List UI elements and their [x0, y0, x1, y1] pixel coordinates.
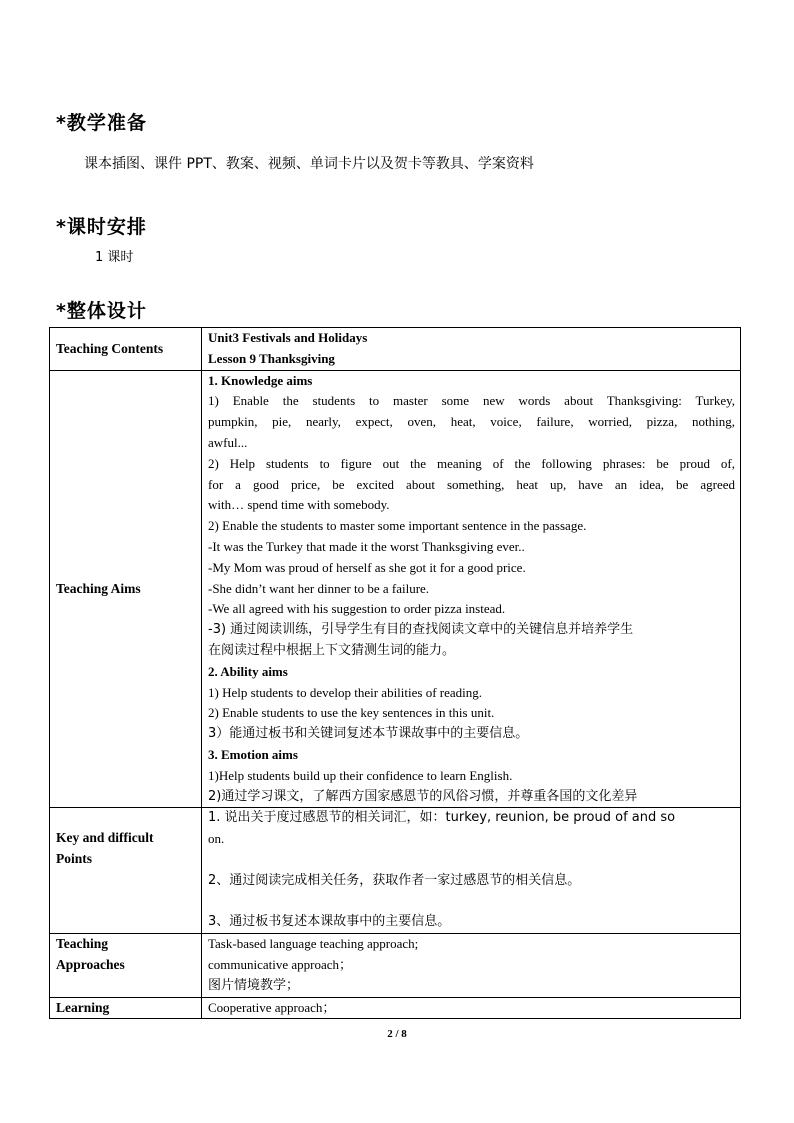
table-row-key-points — [50, 808, 741, 934]
aims-line: with… spend time with somebody. — [208, 497, 390, 513]
aims-line: -We all agreed with his suggestion to order pizza instead. — [208, 601, 506, 617]
aims-line: 在阅读过程中根据上下文猜测生词的能力。 — [208, 642, 456, 658]
key-point-line: 2、通过阅读完成相关任务，获取作者一家过感恩节的相关信息。 — [208, 872, 581, 888]
cell-teaching-contents — [202, 328, 741, 371]
aims-line: 2) Enable the students to master some important sentence in the passage. — [208, 518, 587, 534]
key-point-line: on. — [208, 831, 225, 847]
aims-line: awful... — [208, 434, 248, 450]
aims-line: 1) Help students to develop their abilities of reading. — [208, 684, 483, 700]
aims-line: pumpkin, pie, nearly, expect, oven, heat, voice, failure, worried, pizza, nothing, — [208, 414, 735, 430]
label-key-line: Points — [56, 851, 93, 867]
aims-line: 3）能通过板书和关键词复述本节课故事中的主要信息。 — [208, 726, 529, 742]
aims-line: -My Mom was proud of herself as she got it for a good price. — [208, 559, 526, 575]
heading-overall-design: *整体设计 — [56, 300, 147, 322]
aims-line: -3) 通过阅读训练，引导学生有目的查找阅读文章中的关键信息并培养学生 — [208, 622, 634, 638]
table-row-contents — [50, 328, 741, 371]
label-teaching-contents-text: Teaching Contents — [56, 340, 164, 356]
label-teaching-aims — [50, 370, 202, 808]
aims-line: 2) Help students to figure out the meaning of the following phrases: be proud of, — [208, 455, 735, 471]
aims-line: 2) Enable students to use the key sentences in this unit. — [208, 705, 495, 721]
aims-line: 2. Ability aims — [208, 663, 288, 679]
label-teaching-aims-text: Teaching Aims — [56, 580, 141, 596]
cell-teaching-aims — [202, 370, 741, 808]
cell-learning — [202, 997, 741, 1019]
approach-line: 图片情境教学； — [208, 977, 300, 993]
spacer — [208, 892, 735, 913]
table-row-aims — [50, 370, 741, 808]
label-learning-text: Learning — [56, 999, 110, 1015]
contents-line: Lesson 9 Thanksgiving — [208, 350, 335, 366]
cell-teaching-approaches — [202, 934, 741, 997]
approach-line: Task-based language teaching approach; — [208, 936, 419, 952]
aims-line: 2)通过学习课文，了解西方国家感恩节的风俗习惯，并尊重各国的文化差异 — [208, 788, 638, 804]
label-key-line: Key and difficult — [56, 830, 154, 846]
lesson-plan-table — [49, 327, 741, 1019]
approach-line: communicative approach； — [208, 956, 353, 972]
table-row-approaches — [50, 934, 741, 997]
label-key-difficult-points — [50, 808, 202, 934]
label-approaches-line: Approaches — [56, 956, 125, 972]
key-point-line: 3、通过板书复述本课故事中的主要信息。 — [208, 914, 451, 930]
heading-schedule: *课时安排 — [56, 216, 147, 238]
label-teaching-approaches — [50, 934, 202, 997]
aims-line: -She didn’t want her dinner to be a failure. — [208, 580, 430, 596]
aims-line: 1)Help students build up their confidence to learn English. — [208, 767, 513, 783]
label-learning — [50, 997, 202, 1019]
label-approaches-line: Teaching — [56, 936, 109, 952]
key-point-line: 1. 说出关于度过感恩节的相关词汇，如：turkey, reunion, be proud of and so — [208, 810, 676, 826]
aims-line: -It was the Turkey that made it the worst Thanksgiving ever.. — [208, 538, 525, 554]
table-row-learning — [50, 997, 741, 1019]
spacer — [208, 850, 735, 871]
aims-line: for a good price, be excited about something, heat up, have an idea, be agreed — [208, 476, 735, 492]
learning-line: Cooperative approach； — [208, 999, 336, 1015]
aims-line: 1) Enable the students to master some new words about Thanksgiving: Turkey, — [208, 393, 735, 409]
label-teaching-contents — [50, 328, 202, 371]
aims-line: 3. Emotion aims — [208, 746, 298, 762]
schedule-text: 1 课时 — [95, 250, 134, 265]
heading-teaching-prep: *教学准备 — [56, 112, 147, 134]
teaching-prep-text: 课本插图、课件 PPT、教案、视频、单词卡片以及贺卡等教具、学案资料 — [84, 156, 534, 172]
cell-key-points — [202, 808, 741, 934]
aims-line: 1. Knowledge aims — [208, 372, 313, 388]
contents-line: Unit3 Festivals and Holidays — [208, 330, 368, 345]
page-number: 2 / 8 — [387, 1028, 407, 1040]
